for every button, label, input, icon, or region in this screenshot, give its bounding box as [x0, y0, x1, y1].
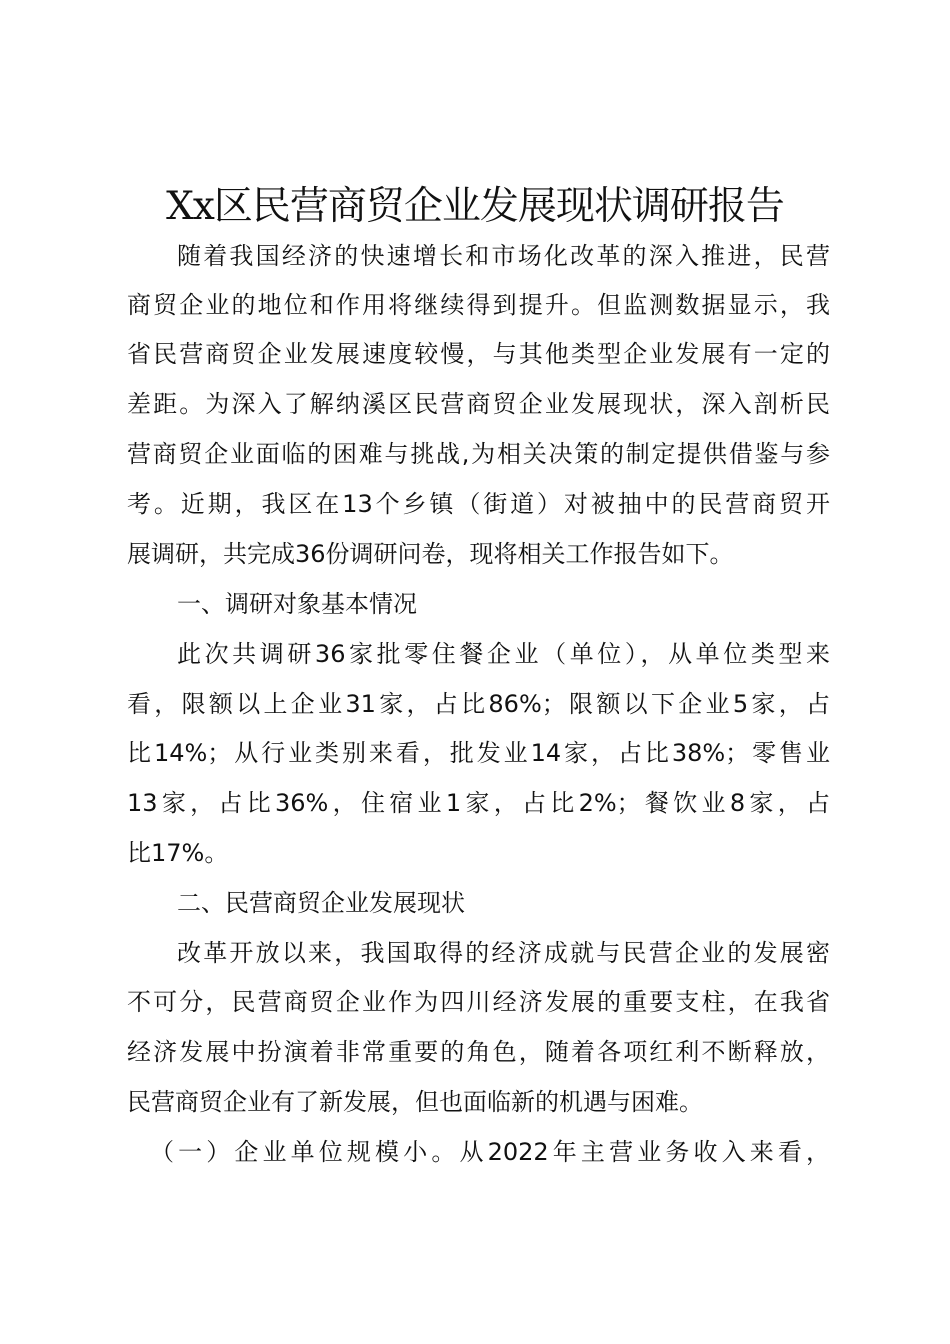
body-line: 比17%。 [127, 839, 229, 867]
body-line: 随着我国经济的快速增长和市场化改革的深入推进，民营 [177, 242, 830, 270]
body-line: 省民营商贸企业发展速度较慢，与其他类型企业发展有一定的 [127, 340, 830, 368]
body-line: 此次共调研36家批零住餐企业（单位），从单位类型来 [177, 640, 830, 668]
body-line: 经济发展中扮演着非常重要的角色，随着各项红利不断释放， [127, 1038, 830, 1066]
document-title: Xx区民营商贸企业发展现状调研报告 [166, 184, 784, 229]
body-line: 展调研，共完成36份调研问卷，现将相关工作报告如下。 [127, 540, 734, 568]
body-line: 差距。为深入了解纳溪区民营商贸企业发展现状，深入剖析民 [127, 390, 830, 418]
body-line: 营商贸企业面临的困难与挑战,为相关决策的制定提供借鉴与参 [127, 440, 830, 468]
body-line: 改革开放以来，我国取得的经济成就与民营企业的发展密 [177, 939, 830, 967]
subsection-line: （一）企业单位规模小。从2022年主营业务收入来看， [150, 1138, 830, 1166]
body-line: 不可分，民营商贸企业作为四川经济发展的重要支柱，在我省 [127, 988, 830, 1016]
body-line: 民营商贸企业有了新发展，但也面临新的机遇与困难。 [127, 1088, 703, 1116]
section-heading: 二、民营商贸企业发展现状 [177, 889, 465, 917]
body-line: 看，限额以上企业31家，占比86%；限额以下企业5家，占 [127, 690, 830, 718]
body-line: 商贸企业的地位和作用将继续得到提升。但监测数据显示，我 [127, 291, 830, 319]
body-line: 考。近期，我区在13个乡镇（街道）对被抽中的民营商贸开 [127, 490, 830, 518]
body-line: 比14%；从行业类别来看，批发业14家，占比38%；零售业 [127, 739, 830, 767]
body-line: 13家，占比36%，住宿业1家，占比2%；餐饮业8家，占 [127, 789, 830, 817]
section-heading: 一、调研对象基本情况 [177, 590, 417, 618]
